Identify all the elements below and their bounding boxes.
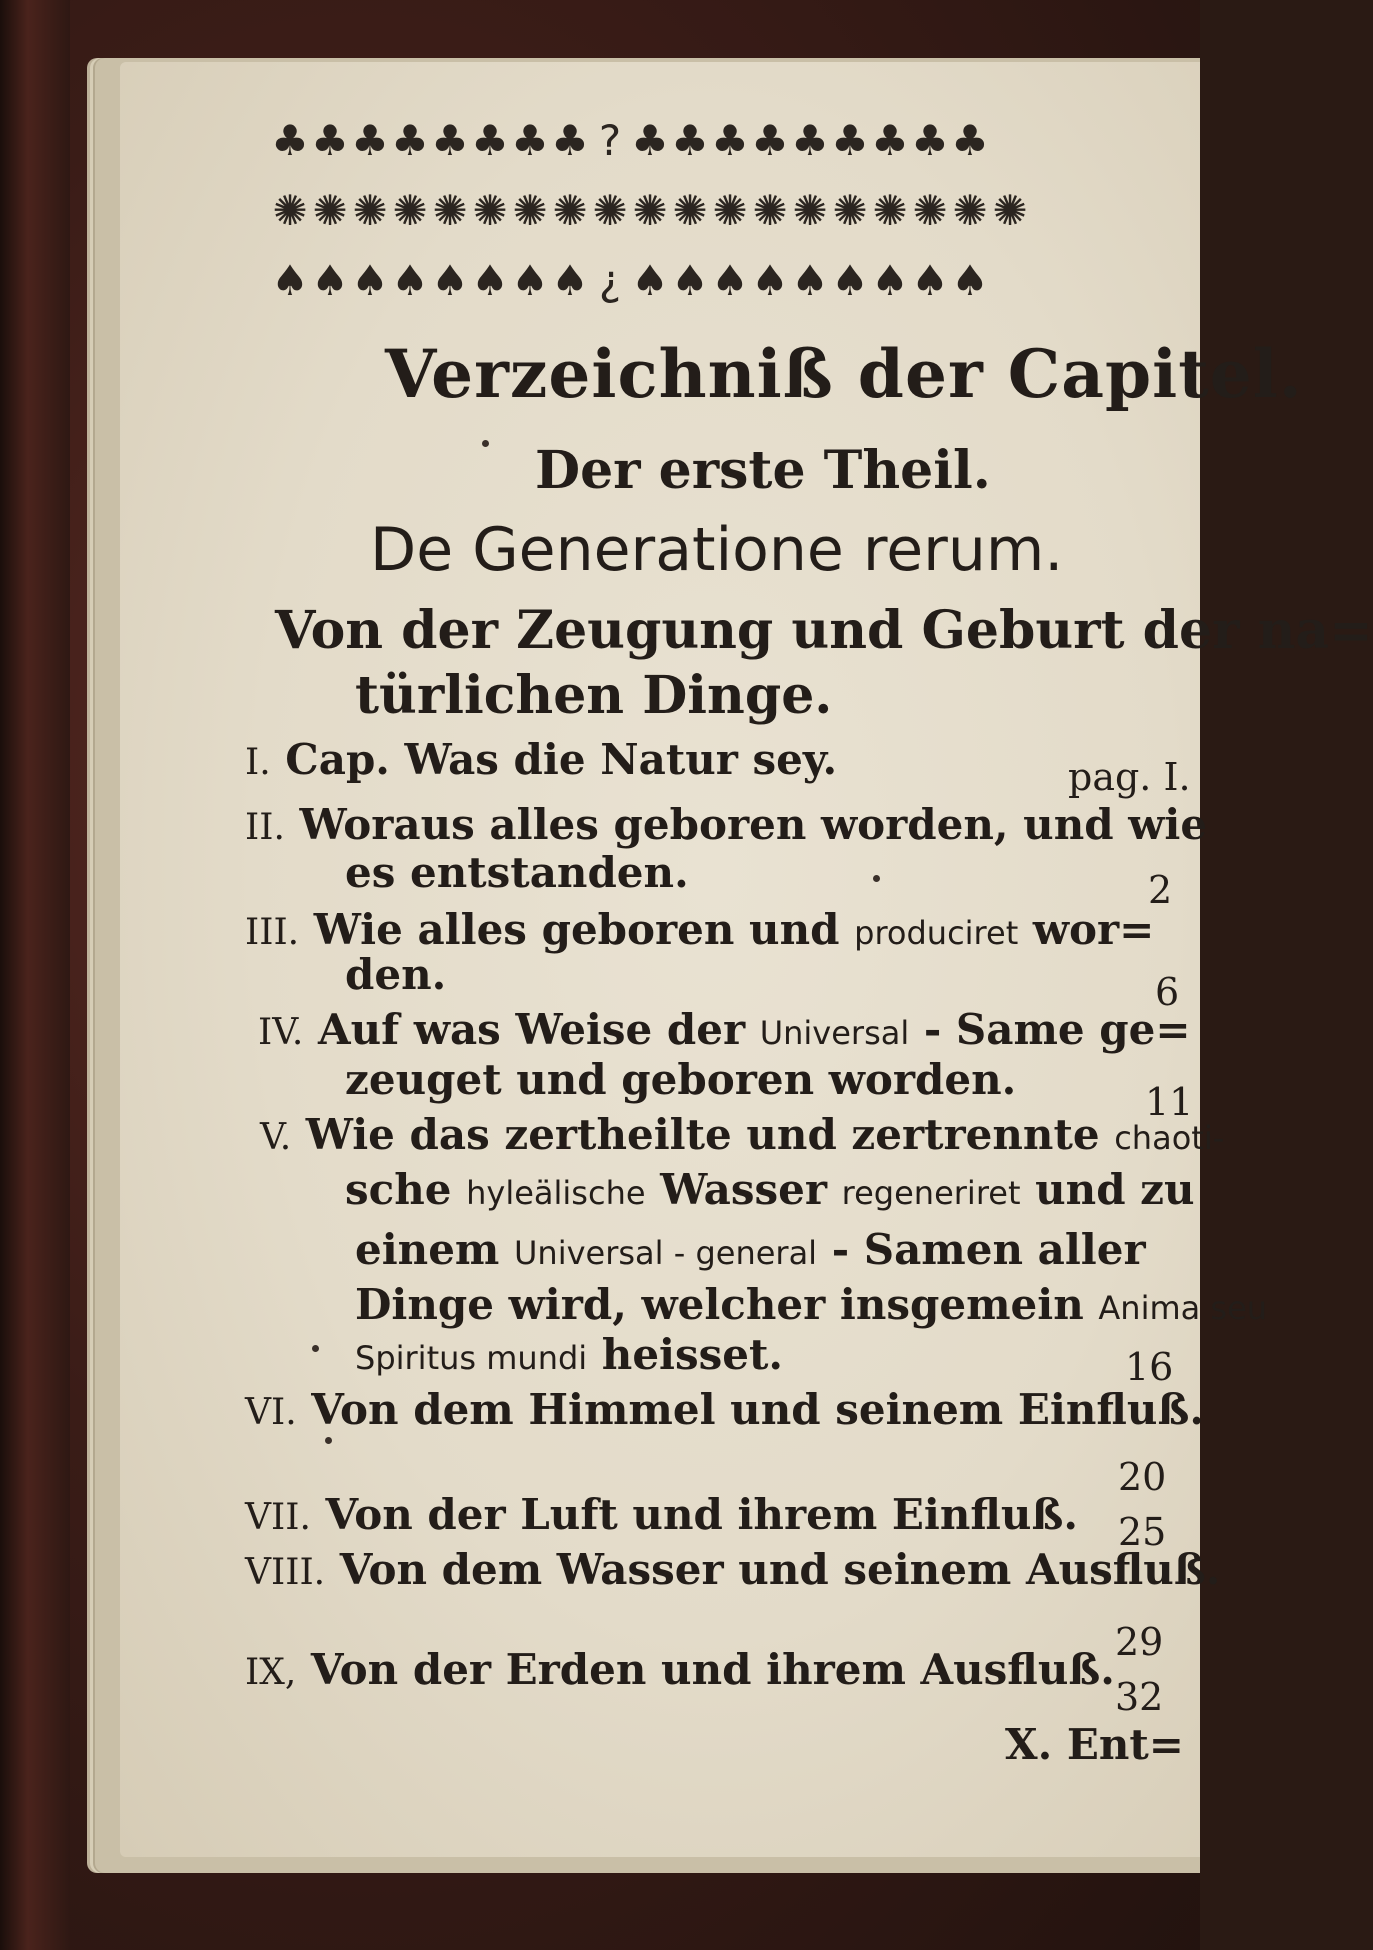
ornament-glyph: ♣	[671, 115, 709, 165]
entry-text: Wie das zertheilte und zertrennte	[305, 1110, 1100, 1159]
entry-text: - Same ge=	[923, 1005, 1191, 1054]
entry-5-line5	[355, 1330, 783, 1379]
entry-7-line1	[245, 1490, 1078, 1539]
entry-text: Von dem Himmel und seinem Einfluß.	[311, 1385, 1204, 1434]
ornament-glyph: ♠	[271, 255, 309, 305]
german-heading-line1: Von der Zeugung und Geburt der na=	[275, 600, 1373, 661]
ornament-glyph: ♣	[471, 115, 509, 165]
entry-4-line1	[258, 1005, 1191, 1054]
entry-numeral: V.	[260, 1117, 292, 1158]
ornament-glyph: ♠	[391, 255, 429, 305]
entry-numeral: VI.	[245, 1392, 297, 1433]
entry-latin: Universal - general	[514, 1234, 818, 1272]
ornament-rosette: ✺	[512, 185, 548, 235]
ornament-glyph: ♣	[751, 115, 789, 165]
ornament-rosette: ✺	[792, 185, 828, 235]
entry-text: heisset.	[601, 1330, 784, 1379]
entry-6-page: 20	[1118, 1455, 1167, 1499]
ornament-glyph: ♠	[951, 255, 989, 305]
entry-text: und zu	[1035, 1165, 1195, 1214]
entry-text: Dinge wird, welcher insgemein	[355, 1280, 1084, 1329]
ornament-glyph: ♠	[831, 255, 869, 305]
ornament-rosette: ✺	[712, 185, 748, 235]
entry-5-page: 16	[1125, 1345, 1174, 1389]
ornament-rosette: ✺	[872, 185, 908, 235]
ornament-glyph: ♣	[831, 115, 869, 165]
ornament-glyph: ¿	[598, 255, 622, 305]
entry-text: Wasser	[660, 1165, 828, 1214]
ornament-glyph: ♣	[631, 115, 669, 165]
ornament-rosette: ✺	[432, 185, 468, 235]
ornament-glyph: ♠	[351, 255, 389, 305]
entry-1-line1	[245, 735, 837, 784]
entry-text: Von der Luft und ihrem Einfluß.	[325, 1490, 1078, 1539]
entry-2-page: 2	[1148, 868, 1173, 912]
entry-numeral: IX,	[245, 1652, 297, 1693]
ornament-glyph: ♣	[791, 115, 829, 165]
entry-numeral: II.	[245, 807, 285, 848]
ornament-rosette: ✺	[592, 185, 628, 235]
entry-2-line1	[245, 800, 1207, 849]
ink-speck	[482, 440, 489, 447]
entry-6-line1	[245, 1385, 1204, 1434]
ornament-rosette: ✺	[952, 185, 988, 235]
ornament-glyph: ♣	[951, 115, 989, 165]
entry-latin: regeneriret	[841, 1174, 1021, 1212]
entry-numeral: VII.	[245, 1497, 311, 1538]
ornament-rosette: ✺	[392, 185, 428, 235]
entry-text: Von der Erden und ihrem Ausfluß.	[310, 1645, 1115, 1694]
entry-numeral: I.	[245, 742, 271, 783]
entry-9-line1	[245, 1645, 1115, 1694]
entry-latin: Spiritus mundi	[355, 1339, 588, 1377]
page-title: Verzeichniß der Capitel.	[385, 335, 1303, 413]
ornament-glyph: ♠	[671, 255, 709, 305]
ornament-glyph: ♠	[511, 255, 549, 305]
ornament-rosette: ✺	[272, 185, 308, 235]
ornament-rosette: ✺	[632, 185, 668, 235]
entry-text: Wie alles geboren und	[313, 905, 840, 954]
ornament-rosette: ✺	[552, 185, 588, 235]
entry-text: Woraus alles geboren worden, und wie	[299, 800, 1208, 849]
entry-3-page: 6	[1155, 970, 1180, 1014]
ornament-glyph: ?	[598, 115, 622, 165]
ornament-glyph: ♠	[431, 255, 469, 305]
entry-4-line2: zeuget und geboren worden.	[345, 1055, 1017, 1104]
entry-8-line1	[245, 1545, 1220, 1594]
entry-5-line2	[345, 1165, 1195, 1214]
entry-text: Von dem Wasser und seinem Ausfluß.	[339, 1545, 1221, 1594]
latin-heading: De Generatione rerum.	[370, 515, 1064, 585]
entry-3-line1	[245, 905, 1154, 954]
ornament-glyph: ♠	[631, 255, 669, 305]
entry-text: - Samen aller	[831, 1225, 1146, 1274]
ornament-rosette: ✺	[472, 185, 508, 235]
entry-latin: Universal	[759, 1014, 910, 1052]
ornament-glyph: ♠	[751, 255, 789, 305]
entry-latin: Anima seu	[1098, 1289, 1268, 1327]
ornament-glyph: ♣	[351, 115, 389, 165]
ornament-glyph: ♠	[911, 255, 949, 305]
ornament-glyph: ♠	[711, 255, 749, 305]
ornament-glyph: ♠	[791, 255, 829, 305]
ornament-glyph: ♠	[551, 255, 589, 305]
entry-numeral: IV.	[258, 1012, 304, 1053]
entry-5-line3	[355, 1225, 1146, 1274]
entry-latin: produciret	[854, 914, 1019, 952]
entry-7-page: 25	[1118, 1510, 1167, 1554]
entry-3-line2: den.	[345, 950, 447, 999]
ink-speck	[873, 875, 880, 882]
ornament-bottom-row	[270, 245, 1200, 315]
ornament-middle-row	[270, 175, 1200, 245]
ornament-glyph: ♣	[871, 115, 909, 165]
entry-text: sche	[345, 1165, 452, 1214]
ornament-glyph: ♣	[551, 115, 589, 165]
catchword: X. Ent=	[1005, 1720, 1184, 1769]
ornament-rosette: ✺	[352, 185, 388, 235]
entry-2-line2: es entstanden.	[345, 848, 689, 897]
ornament-glyph: ♠	[311, 255, 349, 305]
ornament-rosette: ✺	[832, 185, 868, 235]
book-spine	[0, 0, 70, 1950]
ornament-glyph: ♣	[431, 115, 469, 165]
entry-1-page: pag. I.	[1068, 755, 1191, 799]
ornament-rosette: ✺	[992, 185, 1028, 235]
ornament-rosette: ✺	[672, 185, 708, 235]
ink-speck	[312, 1345, 319, 1352]
ornament-rosette: ✺	[752, 185, 788, 235]
ornament-glyph: ♣	[391, 115, 429, 165]
ornament-glyph: ♣	[511, 115, 549, 165]
ornament-glyph: ♠	[871, 255, 909, 305]
part-heading: Der erste Theil.	[535, 440, 991, 501]
entry-latin: chaoti-	[1114, 1119, 1225, 1157]
ornament-glyph: ♠	[471, 255, 509, 305]
entry-text: Auf was Weise der	[318, 1005, 746, 1054]
entry-8-page: 29	[1115, 1620, 1164, 1664]
ornament-band	[270, 105, 1200, 320]
ornament-top-row	[270, 105, 1200, 175]
ornament-glyph: ♣	[911, 115, 949, 165]
ornament-glyph: ♣	[311, 115, 349, 165]
german-heading-line2: türlichen Dinge.	[355, 665, 833, 726]
entry-latin: hyleälische	[466, 1174, 646, 1212]
entry-numeral: VIII.	[245, 1552, 326, 1593]
entry-text: Cap. Was die Natur sey.	[285, 735, 838, 784]
entry-5-line4	[355, 1280, 1267, 1329]
entry-text: wor=	[1032, 905, 1155, 954]
entry-5-line1	[260, 1110, 1224, 1159]
ornament-glyph: ♣	[711, 115, 749, 165]
entry-4-page: 11	[1145, 1080, 1194, 1124]
ornament-rosette: ✺	[912, 185, 948, 235]
entry-text: einem	[355, 1225, 500, 1274]
ornament-rosette: ✺	[312, 185, 348, 235]
entry-numeral: III.	[245, 912, 300, 953]
entry-9-page: 32	[1115, 1675, 1164, 1719]
ink-speck	[325, 1437, 332, 1444]
ornament-glyph: ♣	[271, 115, 309, 165]
